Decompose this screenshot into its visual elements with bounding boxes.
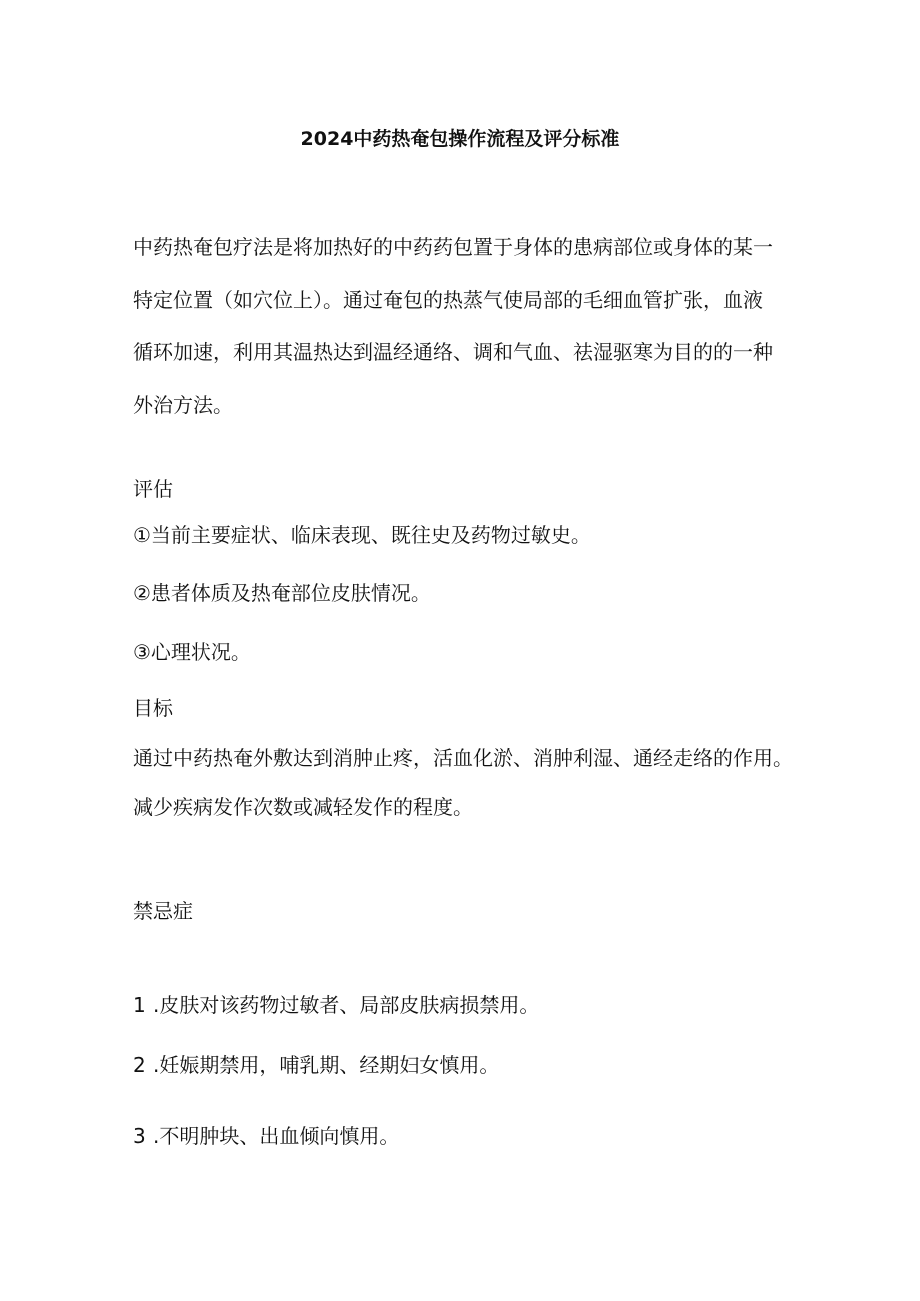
intro-paragraph	[133, 228, 793, 438]
item-text: .不明肿块、出血倾向慎用。	[153, 1124, 400, 1148]
assessment-item: ①当前主要症状、临床表现、既往史及药物过敏史。	[133, 523, 591, 547]
intro-line: 循环加速，利用其温热达到温经通络、调和气血、祛湿驱寒为目的的一种	[133, 340, 773, 364]
goal-heading: 目标	[133, 696, 173, 720]
assessment-item: ③心理状况。	[133, 640, 251, 664]
item-number: 2	[133, 1053, 146, 1077]
assessment-heading: 评估	[133, 477, 173, 501]
assessment-item: ②患者体质及热奄部位皮肤情况。	[133, 581, 431, 605]
goal-line: 减少疾病发作次数或减轻发作的程度。	[133, 795, 473, 819]
contraindication-item	[133, 1050, 499, 1080]
item-text: .皮肤对该药物过敏者、局部皮肤病损禁用。	[153, 993, 540, 1017]
intro-line: 特定位置（如穴位上）。通过奄包的热蒸气使局部的毛细血管扩张，血液	[133, 287, 763, 312]
item-text: .妊娠期禁用，哺乳期、经期妇女慎用。	[153, 1053, 500, 1077]
intro-line: 中药热奄包疗法是将加热好的中药药包置于身体的患病部位或身体的某一	[133, 235, 773, 259]
intro-line: 外治方法。	[133, 392, 233, 417]
document-title: 2024中药热奄包操作流程及评分标准	[300, 128, 620, 150]
item-number: 1	[133, 993, 146, 1017]
contraindication-item	[133, 990, 539, 1020]
contraindications-heading: 禁忌症	[133, 899, 193, 923]
contraindication-item	[133, 1121, 399, 1151]
goal-line: 通过中药热奄外敷达到消肿止疼，活血化淤、消肿利湿、通经走络的作用。	[133, 746, 793, 770]
item-number: 3	[133, 1124, 146, 1148]
